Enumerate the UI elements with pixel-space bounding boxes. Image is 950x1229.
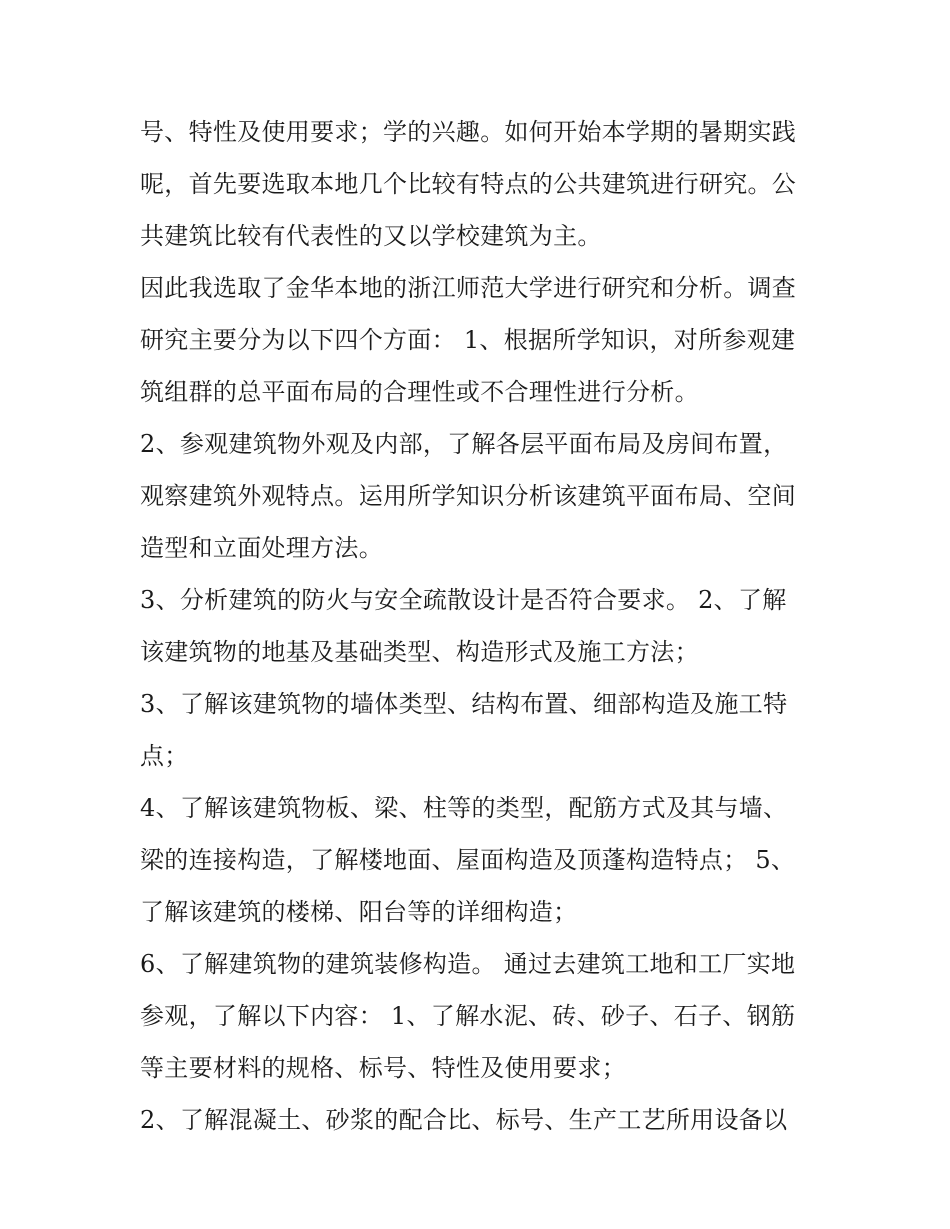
text-line: 号、特性及使用要求；学的兴趣。如何开始本学期的暑期实践	[140, 118, 797, 146]
text-line: 6、了解建筑物的建筑装修构造。 通过去建筑工地和工厂实地	[140, 950, 796, 978]
text-line: 2、参观建筑物外观及内部，了解各层平面布局及房间布置，	[140, 430, 788, 458]
text-line: 呢，首先要选取本地几个比较有特点的公共建筑进行研究。公	[140, 170, 797, 198]
text-line: 参观，了解以下内容： 1、了解水泥、砖、砂子、石子、钢筋	[140, 1002, 796, 1030]
document-body	[140, 106, 820, 1146]
text-line: 因此我选取了金华本地的浙江师范大学进行研究和分析。调查	[140, 274, 797, 302]
text-line: 观察建筑外观特点。运用所学知识分析该建筑平面布局、空间	[140, 482, 797, 510]
text-line: 等主要材料的规格、标号、特性及使用要求；	[140, 1054, 626, 1082]
text-line: 该建筑物的地基及基础类型、构造形式及施工方法；	[140, 638, 699, 666]
text-line: 3、分析建筑的防火与安全疏散设计是否符合要求。 2、了解	[140, 586, 787, 614]
text-line: 点；	[140, 742, 189, 770]
text-line: 2、了解混凝土、砂浆的配合比、标号、生产工艺所用设备以	[140, 1106, 788, 1134]
text-line: 梁的连接构造，了解楼地面、屋面构造及顶蓬构造特点； 5、	[140, 846, 796, 874]
text-line: 共建筑比较有代表性的又以学校建筑为主。	[140, 222, 602, 250]
text-line: 造型和立面处理方法。	[140, 534, 383, 562]
text-line: 研究主要分为以下四个方面： 1、根据所学知识，对所参观建	[140, 326, 796, 354]
text-line: 筑组群的总平面布局的合理性或不合理性进行分析。	[140, 378, 699, 406]
text-line: 了解该建筑的楼梯、阳台等的详细构造；	[140, 898, 578, 926]
text-line: 3、了解该建筑物的墙体类型、结构布置、细部构造及施工特	[140, 690, 788, 718]
text-line: 4、了解该建筑物板、梁、柱等的类型，配筋方式及其与墙、	[140, 794, 788, 822]
